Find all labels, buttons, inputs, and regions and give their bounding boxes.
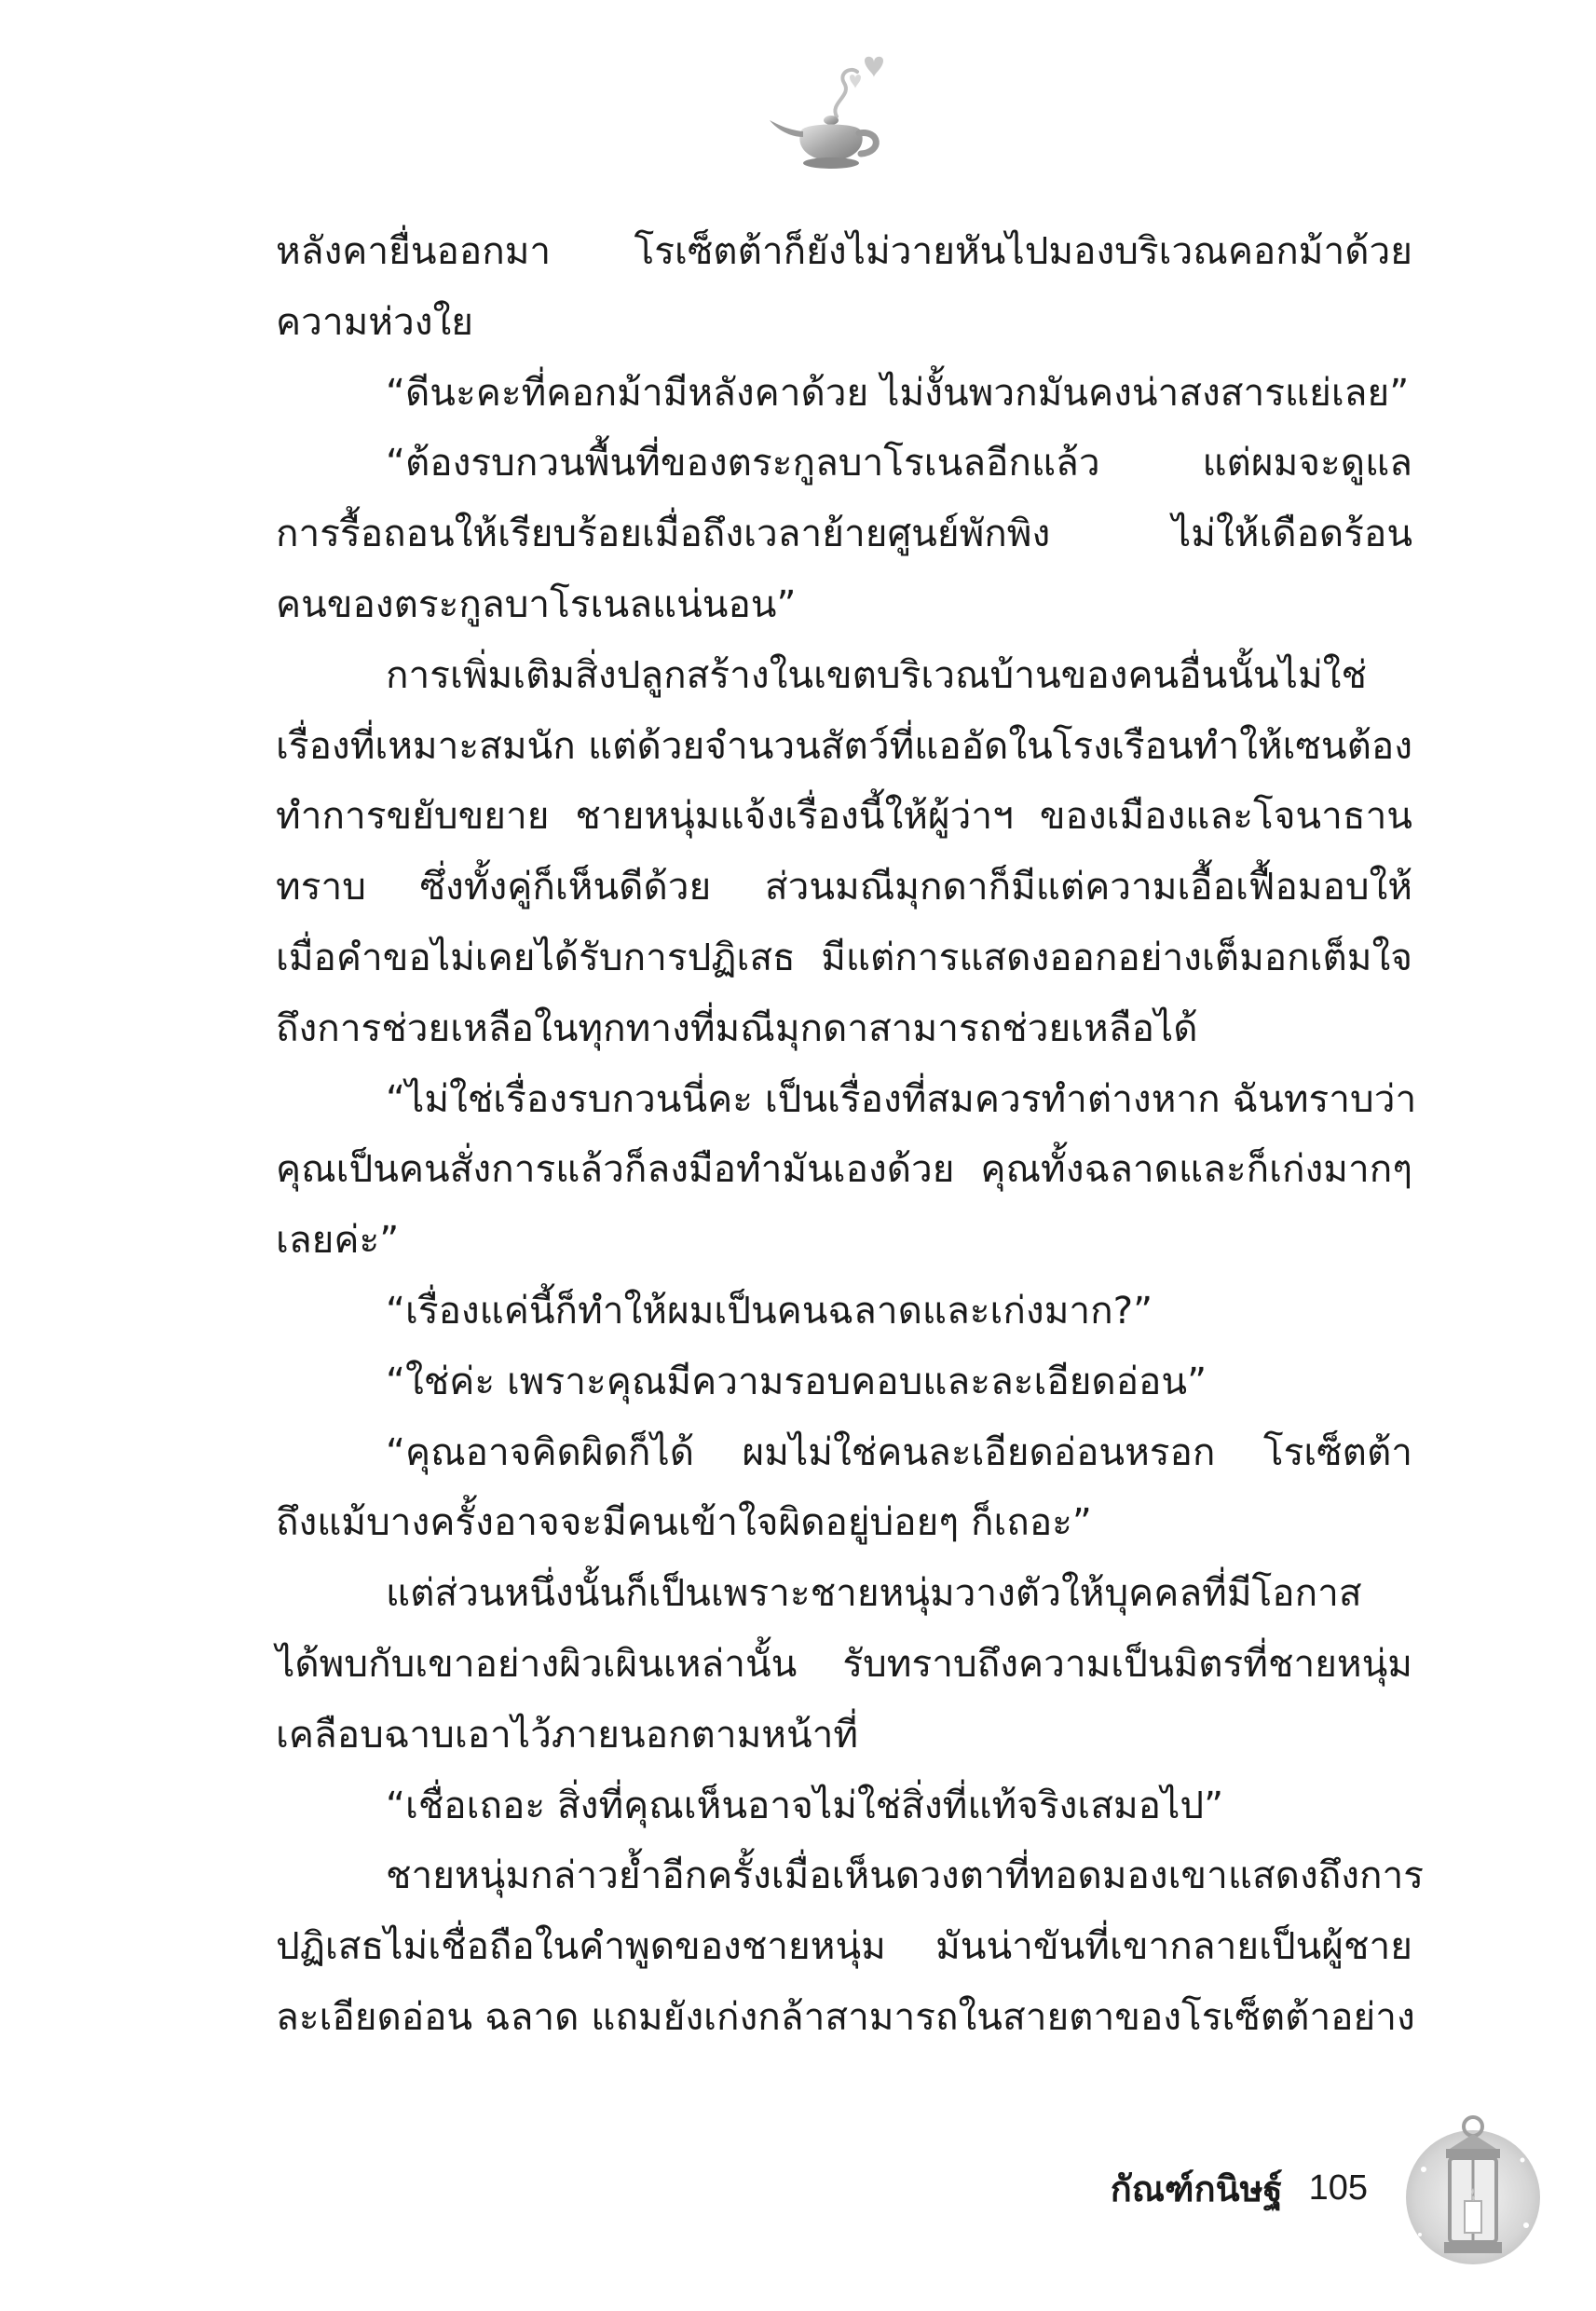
text-line: ทำการขยับขยาย ชายหนุ่มแจ้งเรื่องนี้ให้ผู้ว่าฯ ของเมืองและโจนาธาน — [276, 793, 1412, 839]
text-line: การเพิ่มเติมสิ่งปลูกสร้างในเขตบริเวณบ้านของคนอื่นนั้นไม่ใช่ — [386, 651, 1367, 697]
text-line: ทราบ ซึ่งทั้งคู่ก็เห็นดีด้วย ส่วนมณีมุกดาก็มีแต่ความเอื้อเฟื้อมอบให้ — [276, 864, 1412, 909]
text-line: ปฏิเสธไม่เชื่อถือในคำพูดของชายหนุ่ม มันน่าขันที่เขากลายเป็นผู้ชาย — [276, 1923, 1412, 1969]
text-line: เมื่อคำขอไม่เคยได้รับการปฏิเสธ มีแต่การแสดงออกอย่างเต็มอกเต็มใจ — [276, 934, 1412, 979]
text-line: คุณเป็นคนสั่งการแล้วก็ลงมือทำมันเองด้วย คุณทั้งฉลาดและก็เก่งมากๆ — [276, 1146, 1412, 1192]
page-footer — [1111, 2160, 1368, 2216]
paragraph — [276, 216, 1412, 358]
lantern-icon — [1403, 2104, 1543, 2281]
text-line: “เชื่อเถอะ สิ่งที่คุณเห็นอาจไม่ใช่สิ่งที่แท้จริงเสมอไป” — [386, 1782, 1224, 1827]
body-text — [276, 216, 1425, 2053]
text-line: “เรื่องแค่นี้ก็ทำให้ผมเป็นคนฉลาดและเก่งมาก?” — [386, 1287, 1153, 1333]
paragraph — [276, 358, 1412, 429]
paragraph — [276, 1417, 1412, 1559]
text-line: “ดีนะคะที่คอกม้ามีหลังคาด้วย ไม่งั้นพวกมันคงน่าสงสารแย่เลย” — [386, 369, 1410, 415]
paragraph — [276, 428, 1412, 639]
text-line: แต่ส่วนหนึ่งนั้นก็เป็นเพราะชายหนุ่มวางตัวให้บุคคลที่มีโอกาส — [386, 1570, 1362, 1616]
paragraph — [276, 640, 1412, 1064]
text-line: ละเอียดอ่อน ฉลาด แถมยังเก่งกล้าสามารถในสายตาของโรเซ็ตต้าอย่าง — [276, 1993, 1415, 2039]
text-line: ได้พบกับเขาอย่างผิวเผินเหล่านั้น รับทราบถึงความเป็นมิตรที่ชายหนุ่ม — [276, 1640, 1412, 1686]
page-number: 105 — [1308, 2167, 1368, 2208]
text-line: ความห่วงใย — [276, 298, 473, 344]
paragraph — [276, 1064, 1417, 1276]
text-line: เคลือบฉาบเอาไว้ภายนอกตามหน้าที่ — [276, 1711, 859, 1757]
paragraph — [276, 1276, 1412, 1347]
text-line: “ต้องรบกวนพื้นที่ของตระกูลบาโรเนลอีกแล้ว แต่ผมจะดูแล — [386, 440, 1412, 485]
text-line: เลยค่ะ” — [276, 1217, 400, 1263]
paragraph — [276, 1771, 1412, 1841]
text-line: “ไม่ใช่เรื่องรบกวนนี่คะ เป็นเรื่องที่สมควรทำต่างหาก ฉันทราบว่า — [386, 1075, 1417, 1121]
text-line: หลังคายื่นออกมา โรเซ็ตต้าก็ยังไม่วายหันไปมองบริเวณคอกม้าด้วย — [276, 228, 1412, 273]
paragraph — [276, 1347, 1412, 1417]
text-line: “ใช่ค่ะ เพราะคุณมีความรอบคอบและละเอียดอ่อน” — [386, 1358, 1207, 1403]
text-line: การรื้อถอนให้เรียบร้อยเมื่อถึงเวลาย้ายศูนย์พักพิง ไม่ให้เดือดร้อน — [276, 511, 1412, 556]
text-line: ถึงการช่วยเหลือในทุกทางที่มณีมุกดาสามารถช่วยเหลือได้ — [276, 1005, 1198, 1050]
text-line: ชายหนุ่มกล่าวย้ำอีกครั้งเมื่อเห็นดวงตาที่ทอดมองเขาแสดงถึงการ — [386, 1853, 1425, 1898]
text-line: “คุณอาจคิดผิดก็ได้ ผมไม่ใช่คนละเอียดอ่อนหรอก โรเซ็ตต้า — [386, 1429, 1412, 1474]
book-title: กัณฑ์กนิษฐ์ — [1110, 2167, 1283, 2209]
text-line: ถึงแม้บางครั้งอาจจะมีคนเข้าใจผิดอยู่บ่อยๆ ก็เถอะ” — [276, 1499, 1092, 1545]
paragraph — [276, 1558, 1412, 1770]
paragraph — [276, 1840, 1425, 2052]
text-line: เรื่องที่เหมาะสมนัก แต่ด้วยจำนวนสัตว์ที่แออัดในโรงเรือนทำให้เซนต้อง — [276, 722, 1412, 768]
text-line: คนของตระกูลบาโรเนลแน่นอน” — [276, 581, 797, 626]
teapot-with-heart-icon — [764, 51, 913, 177]
